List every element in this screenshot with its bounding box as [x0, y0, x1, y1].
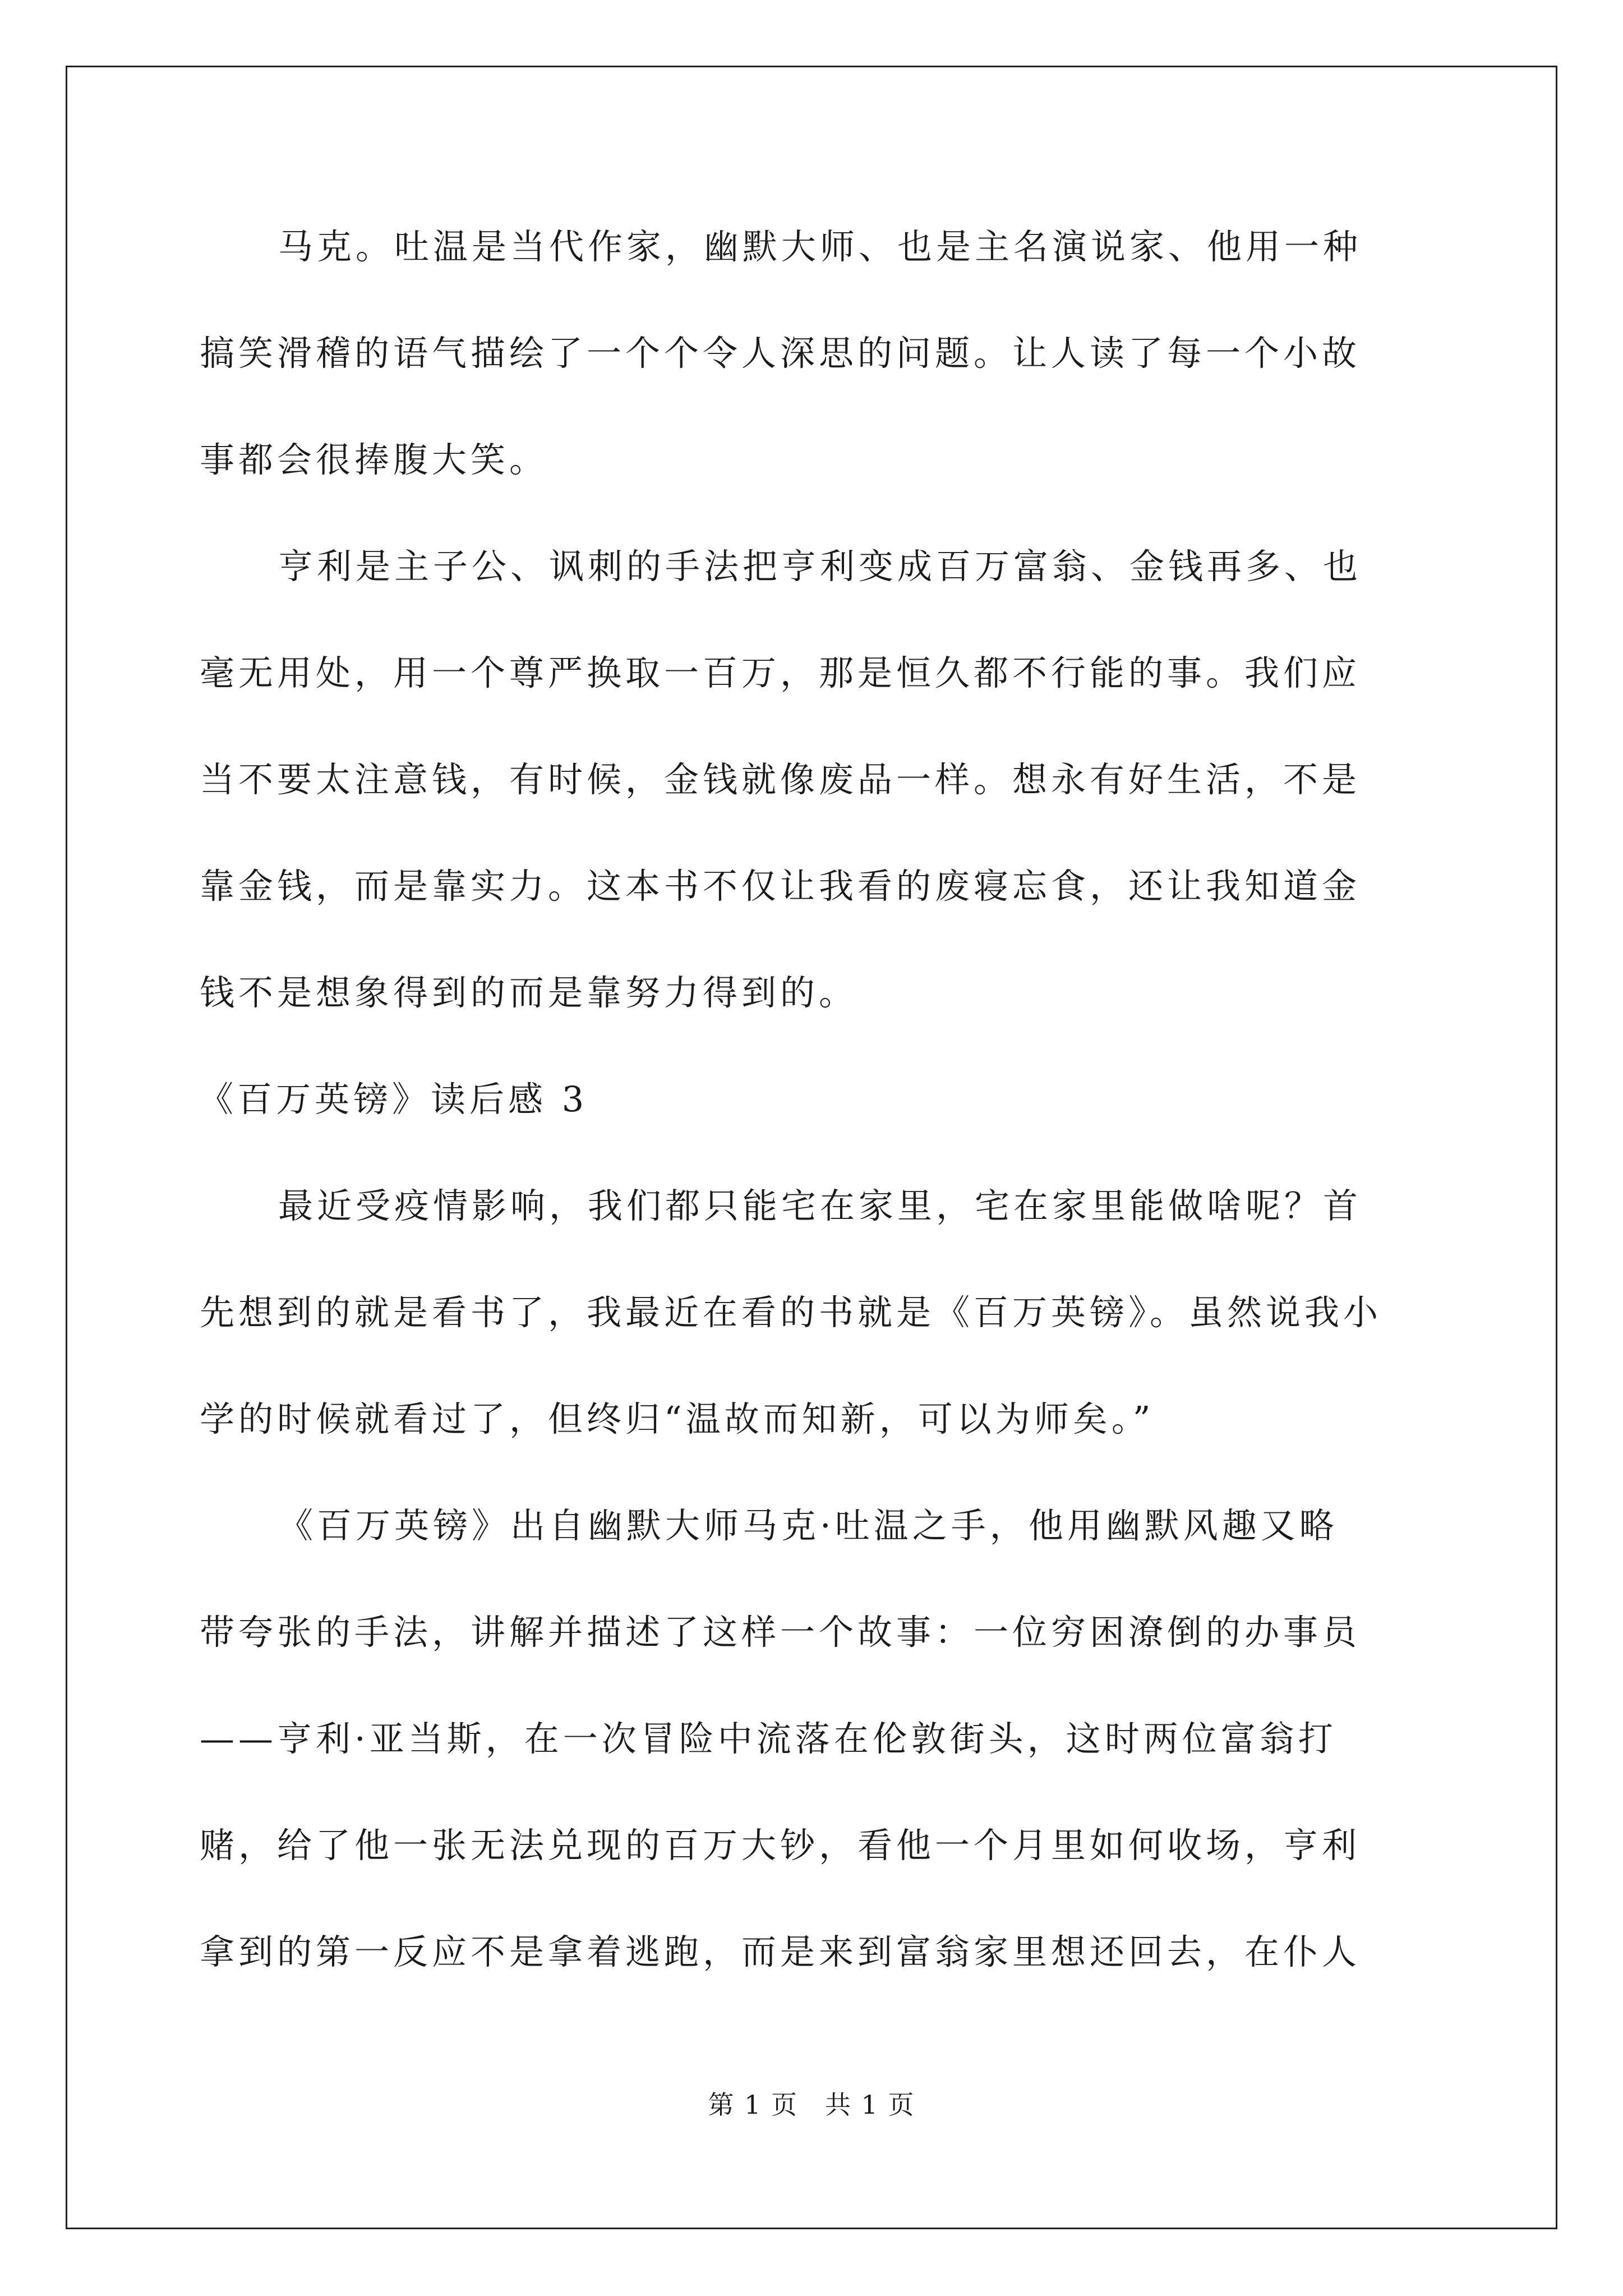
paragraph-4-line-1: 《百万英镑》出自幽默大师马克·吐温之手，他用幽默风趣又略 — [278, 1505, 1338, 1546]
paragraph-4-line-4: 赌，给了他一张无法兑现的百万大钞，看他一个月里如何收场，亨利 — [200, 1825, 1361, 1866]
paragraph-3-line-2: 先想到的就是看书了，我最近在看的书就是《百万英镑》。虽然说我小 — [200, 1292, 1382, 1333]
paragraph-3-line-3: 学的时候就看过了，但终归“温故而知新，可以为师矣。” — [200, 1398, 1155, 1439]
paragraph-4-line-5: 拿到的第一反应不是拿着逃跑，而是来到富翁家里想还回去，在仆人 — [200, 1931, 1361, 1972]
paragraph-2-line-5: 钱不是想象得到的而是靠努力得到的。 — [200, 972, 858, 1013]
paragraph-1-line-1: 马克。吐温是当代作家，幽默大师、也是主名演说家、他用一种 — [278, 226, 1362, 267]
paragraph-1-line-2: 搞笑滑稽的语气描绘了一个个令人深思的问题。让人读了每一个小故 — [200, 333, 1361, 374]
page-footer: 第 1 页 共 1 页 — [708, 2090, 915, 2120]
paragraph-4-line-2: 带夸张的手法，讲解并描述了这样一个故事：一位穷困潦倒的办事员 — [200, 1612, 1361, 1653]
paragraph-2-line-2: 毫无用处，用一个尊严换取一百万，那是恒久都不行能的事。我们应 — [200, 652, 1361, 693]
paragraph-4-line-3: ——亨利·亚当斯，在一次冒险中流落在伦敦街头，这时两位富翁打 — [200, 1718, 1337, 1759]
paragraph-1-line-3: 事都会很捧腹大笑。 — [200, 439, 548, 480]
page-border — [66, 66, 1557, 2229]
paragraph-2-line-3: 当不要太注意钱，有时候，金钱就像废品一样。想永有好生活，不是 — [200, 759, 1361, 800]
paragraph-2-line-4: 靠金钱，而是靠实力。这本书不仅让我看的废寝忘食，还让我知道金 — [200, 866, 1361, 907]
section-heading: 《百万英镑》读后感 3 — [199, 1079, 588, 1120]
paragraph-3-line-1: 最近受疫情影响，我们都只能宅在家里，宅在家里能做啥呢？首 — [278, 1185, 1362, 1226]
paragraph-2-line-1: 亨利是主子公、讽刺的手法把亨利变成百万富翁、金钱再多、也 — [278, 546, 1362, 587]
